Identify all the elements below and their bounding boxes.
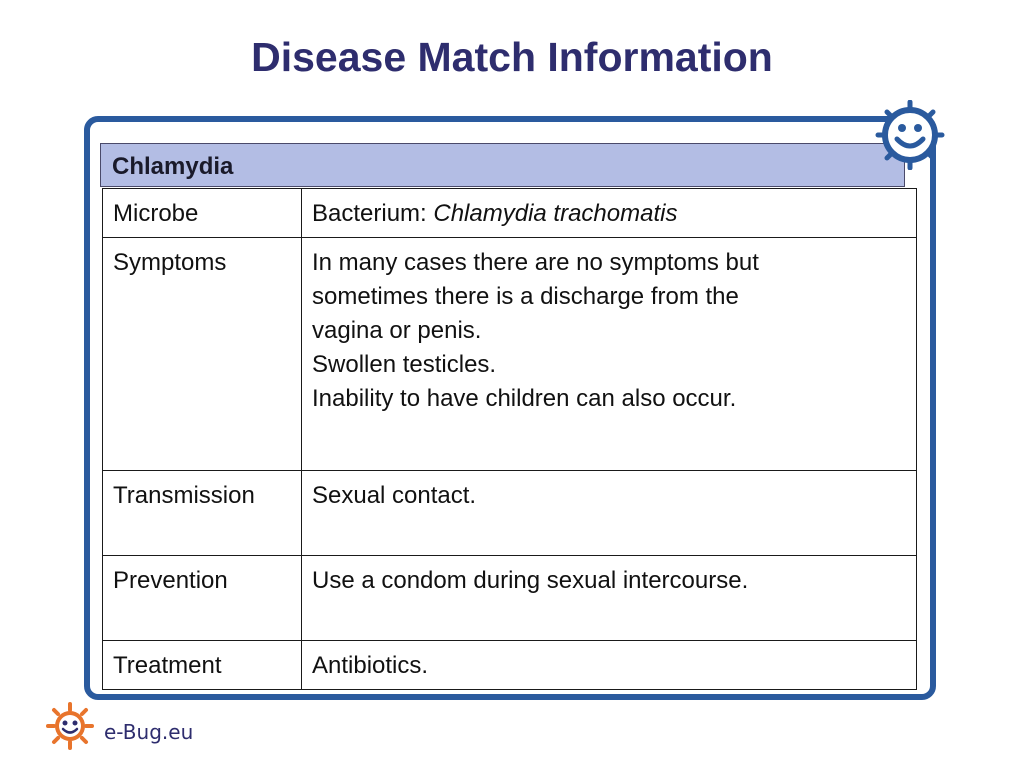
ebug-logo-icon bbox=[46, 702, 94, 750]
row-value-microbe bbox=[302, 189, 917, 238]
microbe-species: Chlamydia trachomatis bbox=[433, 200, 678, 227]
disease-info-table bbox=[102, 188, 917, 690]
disease-heading: Chlamydia bbox=[112, 153, 234, 180]
microbe-type: Bacterium: bbox=[312, 200, 434, 227]
symptom-line: Swollen testicles. bbox=[312, 351, 497, 378]
table-row bbox=[103, 238, 917, 471]
symptom-line: Inability to have children can also occur. bbox=[312, 385, 737, 412]
table-row bbox=[103, 641, 917, 690]
row-value-treatment: Antibiotics. bbox=[302, 641, 917, 690]
symptom-line: vagina or penis. bbox=[312, 317, 482, 344]
row-label-prevention: Prevention bbox=[103, 556, 302, 641]
symptom-line: In many cases there are no symptoms but bbox=[312, 249, 759, 276]
row-label-treatment: Treatment bbox=[103, 641, 302, 690]
row-value-symptoms bbox=[302, 238, 917, 471]
row-label-microbe: Microbe bbox=[103, 189, 302, 238]
table-row bbox=[103, 556, 917, 641]
table-row bbox=[103, 471, 917, 556]
footer-brand: e-Bug.eu bbox=[104, 720, 194, 744]
page-title: Disease Match Information bbox=[251, 34, 773, 80]
row-value-transmission: Sexual contact. bbox=[302, 471, 917, 556]
row-label-symptoms: Symptoms bbox=[103, 238, 302, 471]
smiley-microbe-icon bbox=[870, 100, 950, 170]
symptom-line: sometimes there is a discharge from the bbox=[312, 283, 739, 310]
disease-heading-bar bbox=[100, 143, 905, 187]
row-label-transmission: Transmission bbox=[103, 471, 302, 556]
row-value-prevention: Use a condom during sexual intercourse. bbox=[302, 556, 917, 641]
table-row bbox=[103, 189, 917, 238]
